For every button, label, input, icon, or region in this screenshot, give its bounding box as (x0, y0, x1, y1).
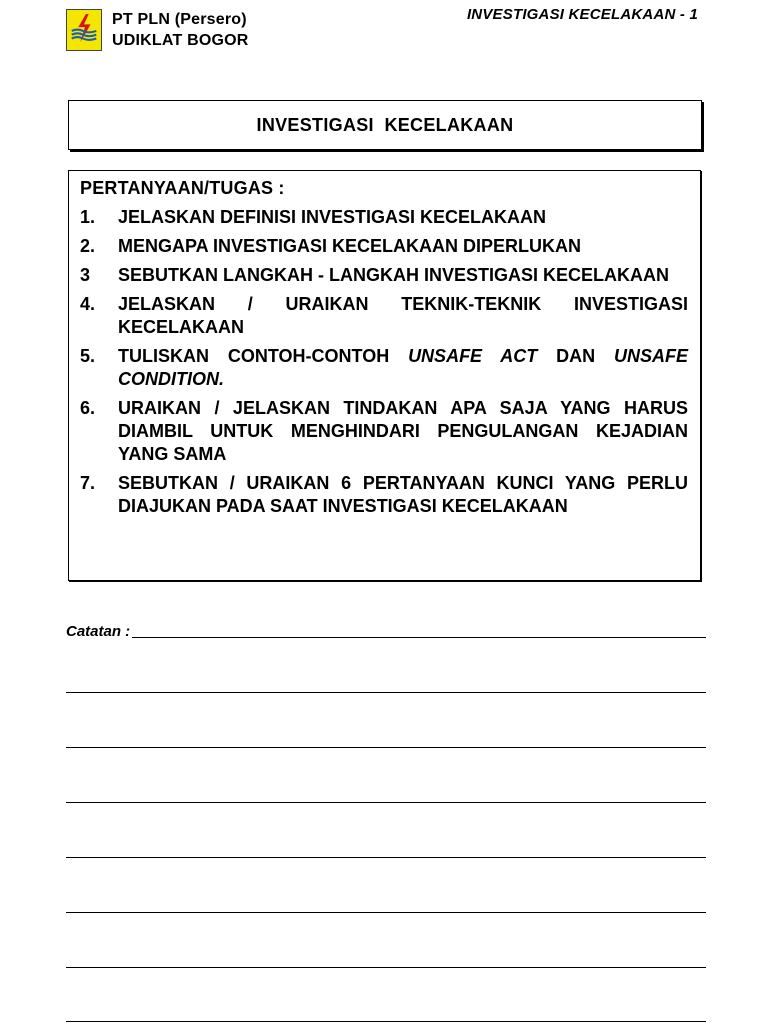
notes-writing-line (66, 1021, 706, 1022)
notes-writing-line (66, 912, 706, 913)
question-number: 6. (80, 398, 96, 418)
question-text: URAIKAN / JELASKAN TINDAKAN APA SAJA YANG HARUS DIAMBIL UNTUK MENGHINDARI PENGULANGAN KEJADIAN YANG SAMA (118, 398, 688, 464)
notes-writing-line (66, 967, 706, 968)
pln-logo-icon (66, 9, 102, 51)
question-item (80, 472, 688, 518)
notes-writing-line (132, 637, 706, 638)
question-text: JELASKAN / URAIKAN TEKNIK-TEKNIK INVESTIGASI KECELAKAAN (118, 294, 688, 337)
question-number: 5. (80, 346, 96, 366)
notes-first-line (66, 620, 706, 640)
questions-box (68, 170, 701, 581)
notes-writing-line (66, 692, 706, 693)
question-number: 1. (80, 207, 96, 227)
question-item (80, 397, 688, 466)
question-number: 2. (80, 236, 96, 256)
notes-writing-line (66, 857, 706, 858)
question-number: 4. (80, 294, 96, 314)
question-text: MENGAPA INVESTIGASI KECELAKAAN DIPERLUKAN (118, 236, 582, 256)
question-number: 7. (80, 473, 96, 493)
notes-label: Catatan : (66, 623, 131, 640)
pln-logo-graphic (67, 10, 101, 50)
question-text (118, 345, 688, 391)
question-item (80, 206, 688, 229)
unsafe-act-term: UNSAFE ACT (408, 346, 538, 366)
unsafe-condition-term: UNSAFE CONDITION. (118, 346, 689, 389)
questions-heading: PERTANYAAN/TUGAS : (80, 178, 285, 198)
question-text: SEBUTKAN / URAIKAN 6 PERTANYAAN KUNCI YANG PERLU DIAJUKAN PADA SAAT INVESTIGASI KECELAKAAN (118, 473, 688, 516)
question-item (80, 264, 688, 287)
page-title: INVESTIGASI KECELAKAAN (256, 114, 514, 135)
page-title-box (68, 100, 702, 150)
question-number: 3 (80, 265, 91, 285)
organization-name (112, 9, 249, 51)
org-line-2: UDIKLAT BOGOR (112, 32, 249, 49)
document-reference: INVESTIGASI KECELAKAAN - 1 (466, 6, 698, 23)
question-item (80, 345, 688, 391)
org-line-1: PT PLN (Persero) (112, 11, 247, 28)
question-text: SEBUTKAN LANGKAH - LANGKAH INVESTIGASI KECELAKAAN (118, 265, 670, 285)
question-item (80, 293, 688, 339)
notes-writing-line (66, 747, 706, 748)
question-text: JELASKAN DEFINISI INVESTIGASI KECELAKAAN (118, 207, 547, 227)
question-text-part: TULISKAN CONTOH-CONTOH (118, 346, 409, 366)
question-text-part: DAN (537, 346, 614, 366)
notes-section (66, 620, 706, 640)
notes-writing-line (66, 802, 706, 803)
question-item (80, 235, 688, 258)
